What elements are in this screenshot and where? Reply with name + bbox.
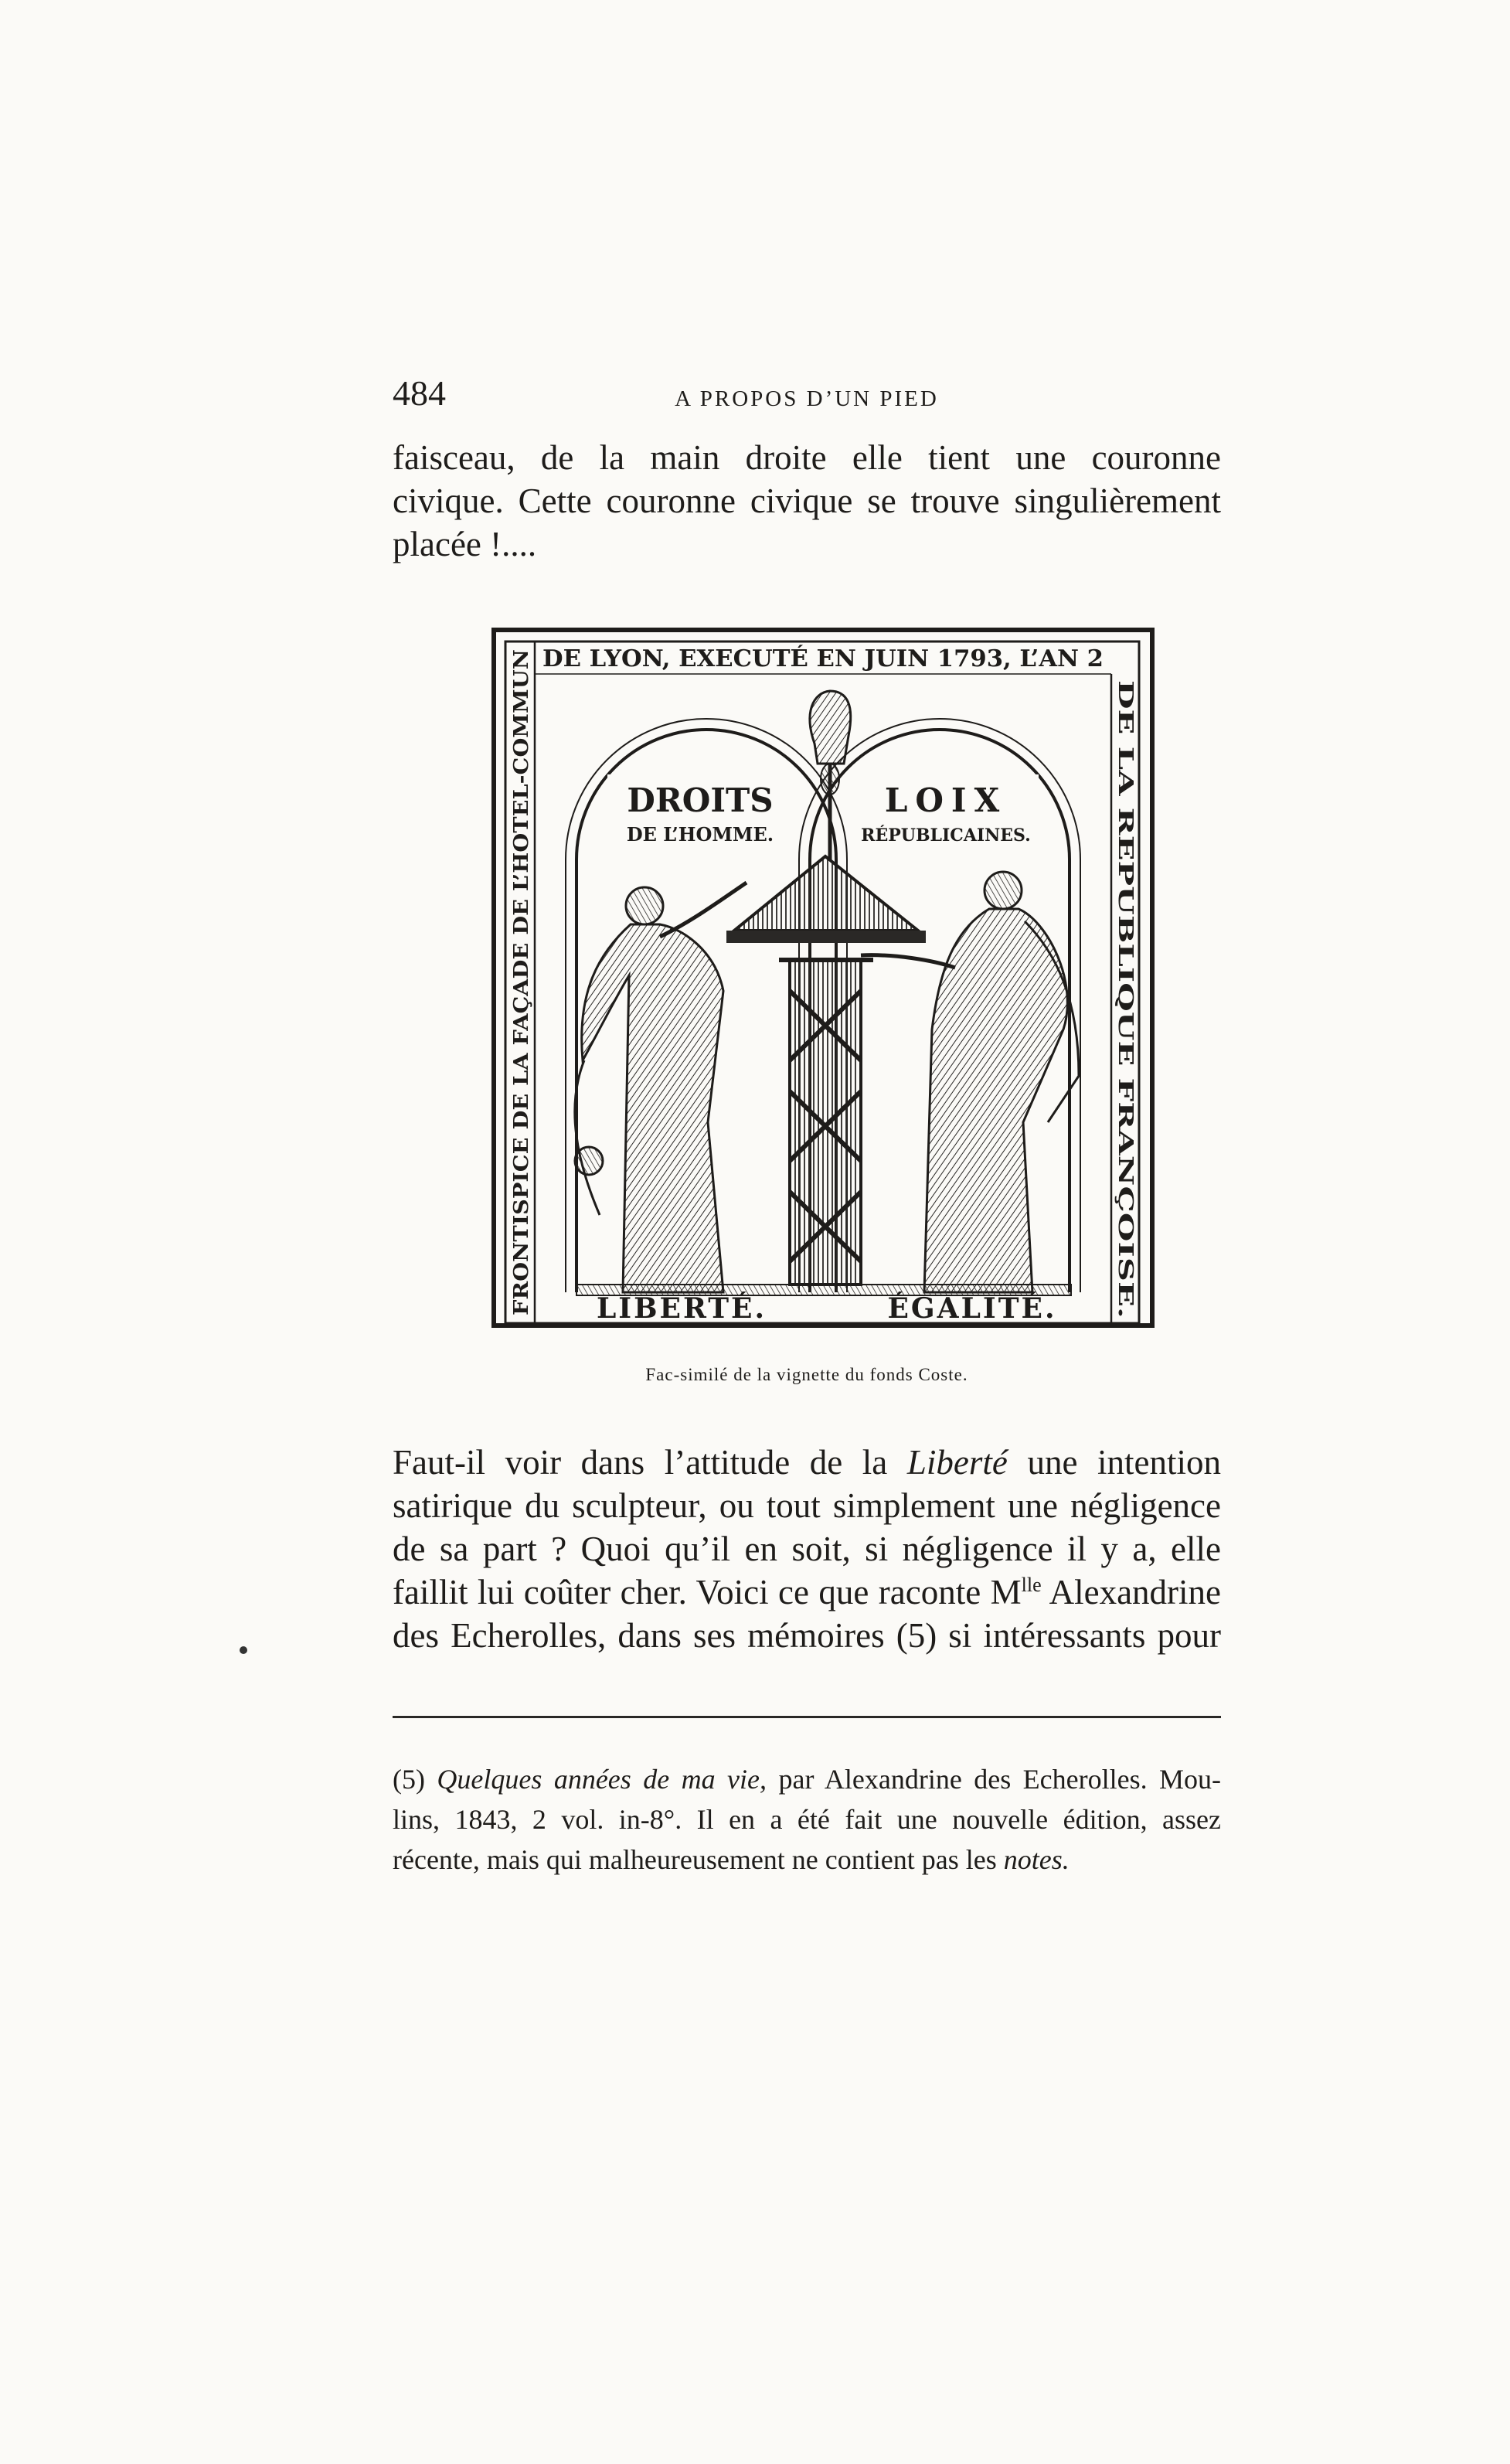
- level-base: [726, 931, 926, 943]
- paragraph-line: [393, 1571, 1221, 1614]
- footnote-rule: [393, 1716, 1221, 1718]
- paragraph-1: [393, 436, 1221, 566]
- text-run: faillit lui coûter cher. Voici ce que raconte M: [393, 1573, 1022, 1611]
- italic-text: Liberté: [906, 1443, 1008, 1482]
- equality-arm: [861, 955, 955, 968]
- paragraph-2: [393, 1441, 1221, 1657]
- vignette-figure: [491, 628, 1155, 1340]
- tablet-right-subtitle: RÉPUBLICAINES.: [861, 825, 1031, 846]
- label-egalite: ÉGALITÉ.: [887, 1292, 1057, 1325]
- footnote-marker: (5): [393, 1764, 437, 1795]
- border-text-right: DE LA REPUBLIQUE FRANÇOISE.: [1114, 680, 1137, 1064]
- pike-knot: [821, 764, 839, 795]
- text-run: Alexandrine: [1041, 1573, 1221, 1611]
- text-run: par Alexandrine des Echerolles. Mou-: [767, 1764, 1222, 1795]
- liberty-cap: [810, 691, 851, 764]
- text-run: une intention: [1007, 1443, 1221, 1482]
- page-number: 484: [393, 373, 446, 413]
- paragraph-line: civique. Cette couronne civique se trouve singulièrement: [393, 482, 1221, 520]
- page-header: [393, 373, 1221, 427]
- paragraph-line: satirique du sculpteur, ou tout simplement une négligence: [393, 1486, 1221, 1525]
- liberty-figure: [582, 924, 723, 1292]
- tablet-right-title: LOIX: [884, 781, 1008, 819]
- fasces-column: [790, 960, 861, 1285]
- paragraph-line: de sa part ? Quoi qu’il en soit, si négligence il y a, elle: [393, 1530, 1221, 1568]
- vignette-engraving: [491, 628, 1155, 1340]
- footnote-line: lins, 1843, 2 vol. in-8°. Il en a été fait une nouvelle édition, assez: [393, 1804, 1221, 1835]
- italic-text: Quelques années de ma vie,: [437, 1764, 767, 1795]
- paragraph-line: placée !....: [393, 525, 537, 563]
- tablet-left-subtitle: DE L’HOMME.: [626, 823, 774, 846]
- paragraph-line: [393, 1441, 1221, 1484]
- text-run: Faut-il voir dans l’attitude de la: [393, 1443, 907, 1482]
- civic-crown: [575, 1147, 603, 1175]
- paragraph-line: faisceau, de la main droite elle tient une couronne: [393, 438, 1221, 477]
- level-instrument: [734, 856, 918, 931]
- footnote-line: [393, 1759, 1221, 1799]
- label-liberte: LIBERTÉ.: [596, 1292, 767, 1325]
- liberty-arm: [660, 883, 746, 937]
- italic-text: notes.: [1003, 1844, 1070, 1875]
- footnote-line: [393, 1839, 1221, 1880]
- liberty-head: [626, 887, 663, 924]
- border-text-left: FRONTISPICE DE LA FAÇADE DE L’HOTEL-COMMUN: [510, 711, 533, 1315]
- liberty-drapery-fold: [575, 1060, 600, 1215]
- border-text-top: DE LYON, EXECUTÉ EN JUIN 1793, L’AN 2: [542, 645, 1092, 672]
- tablet-left-title: DROITS: [627, 781, 774, 819]
- figure-caption: Fac-similé de la vignette du fonds Coste.: [645, 1365, 968, 1384]
- running-title: A PROPOS D’UN PIED: [675, 386, 939, 411]
- equality-head: [985, 872, 1022, 909]
- footnote-5: [393, 1759, 1221, 1880]
- ink-speck: [240, 1646, 247, 1654]
- text-run: récente, mais qui malheureusement ne contient pas les: [393, 1844, 1004, 1875]
- superscript: lle: [1021, 1574, 1042, 1596]
- paragraph-line: des Echerolles, dans ses mémoires (5) si intéressants pour: [393, 1616, 1221, 1655]
